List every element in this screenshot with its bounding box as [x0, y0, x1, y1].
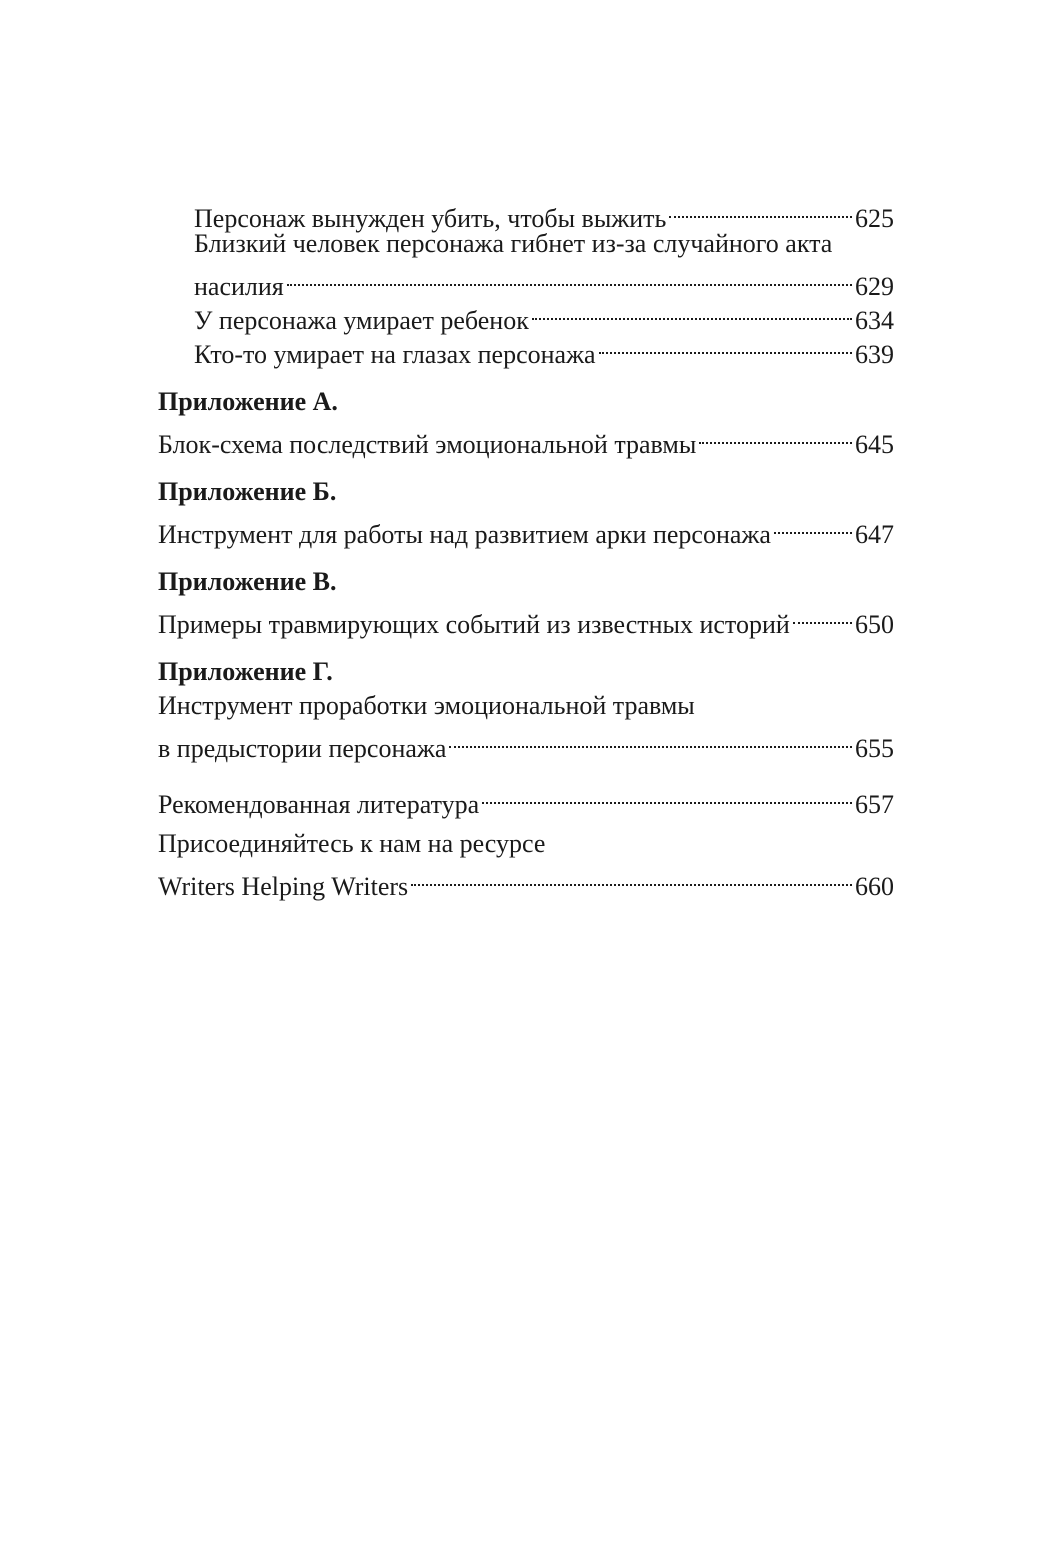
- appendix-heading: Приложение В.: [158, 567, 337, 596]
- toc-page-number: 660: [855, 872, 894, 901]
- dot-leader: [699, 419, 852, 453]
- toc-entry[interactable]: [158, 193, 894, 233]
- toc-entry[interactable]: [158, 599, 894, 639]
- toc-page-number: 650: [855, 610, 894, 639]
- dot-leader: [532, 295, 852, 329]
- toc-entry-title: Присоединяйтесь к нам на ресурсе: [158, 829, 546, 858]
- toc-entry-title: Инструмент для работы над развитием арки персонажа: [158, 520, 771, 549]
- dot-leader: [287, 261, 852, 295]
- toc-entry[interactable]: [158, 723, 894, 763]
- toc-entry[interactable]: [158, 509, 894, 549]
- dot-leader: [411, 861, 852, 895]
- toc-page-number: 634: [855, 306, 894, 335]
- toc-entry-title: Кто-то умирает на глазах персонажа: [194, 340, 596, 369]
- toc-entry-title: Блок-схема последствий эмоциональной травмы: [158, 430, 697, 459]
- toc-entry-title: Инструмент проработки эмоциональной травмы: [158, 691, 695, 720]
- toc-page-number: 625: [855, 204, 894, 233]
- toc-entry-title-continued: в предыстории персонажа: [158, 734, 447, 763]
- dot-leader: [599, 329, 852, 363]
- toc-entry[interactable]: [158, 261, 894, 301]
- toc-entry-title: Примеры травмирующих событий из известных историй: [158, 610, 790, 639]
- dot-leader: [774, 509, 852, 543]
- dot-leader: [669, 193, 852, 227]
- appendix-heading: Приложение А.: [158, 387, 338, 416]
- toc-page-number: 647: [855, 520, 894, 549]
- toc-entry-title: У персонажа умирает ребенок: [194, 306, 529, 335]
- dot-leader: [482, 779, 852, 813]
- toc-page-number: 639: [855, 340, 894, 369]
- toc-entry[interactable]: [158, 861, 894, 901]
- table-of-contents: [158, 193, 894, 901]
- toc-entry-first-line[interactable]: [158, 689, 894, 723]
- toc-entry-first-line[interactable]: [158, 827, 894, 861]
- toc-entry-title-continued: Writers Helping Writers: [158, 872, 409, 901]
- appendix-heading: Приложение Г.: [158, 657, 333, 686]
- toc-page-number: 657: [855, 790, 894, 819]
- toc-entry[interactable]: [158, 419, 894, 459]
- toc-entry-title: Близкий человек персонажа гибнет из-за случайного акта: [194, 229, 833, 258]
- dot-leader: [449, 723, 852, 757]
- toc-entry[interactable]: [158, 779, 894, 819]
- toc-page-number: 645: [855, 430, 894, 459]
- toc-entry-title: Рекомендованная литература: [158, 790, 480, 819]
- appendix-heading: Приложение Б.: [158, 477, 337, 506]
- toc-entry-title: Персонаж вынужден убить, чтобы выжить: [194, 204, 667, 233]
- toc-page-number: 629: [855, 272, 894, 301]
- dot-leader: [793, 599, 852, 633]
- toc-page-number: 655: [855, 734, 894, 763]
- toc-entry-title-continued: насилия: [194, 272, 284, 301]
- toc-entry-first-line[interactable]: [158, 227, 894, 261]
